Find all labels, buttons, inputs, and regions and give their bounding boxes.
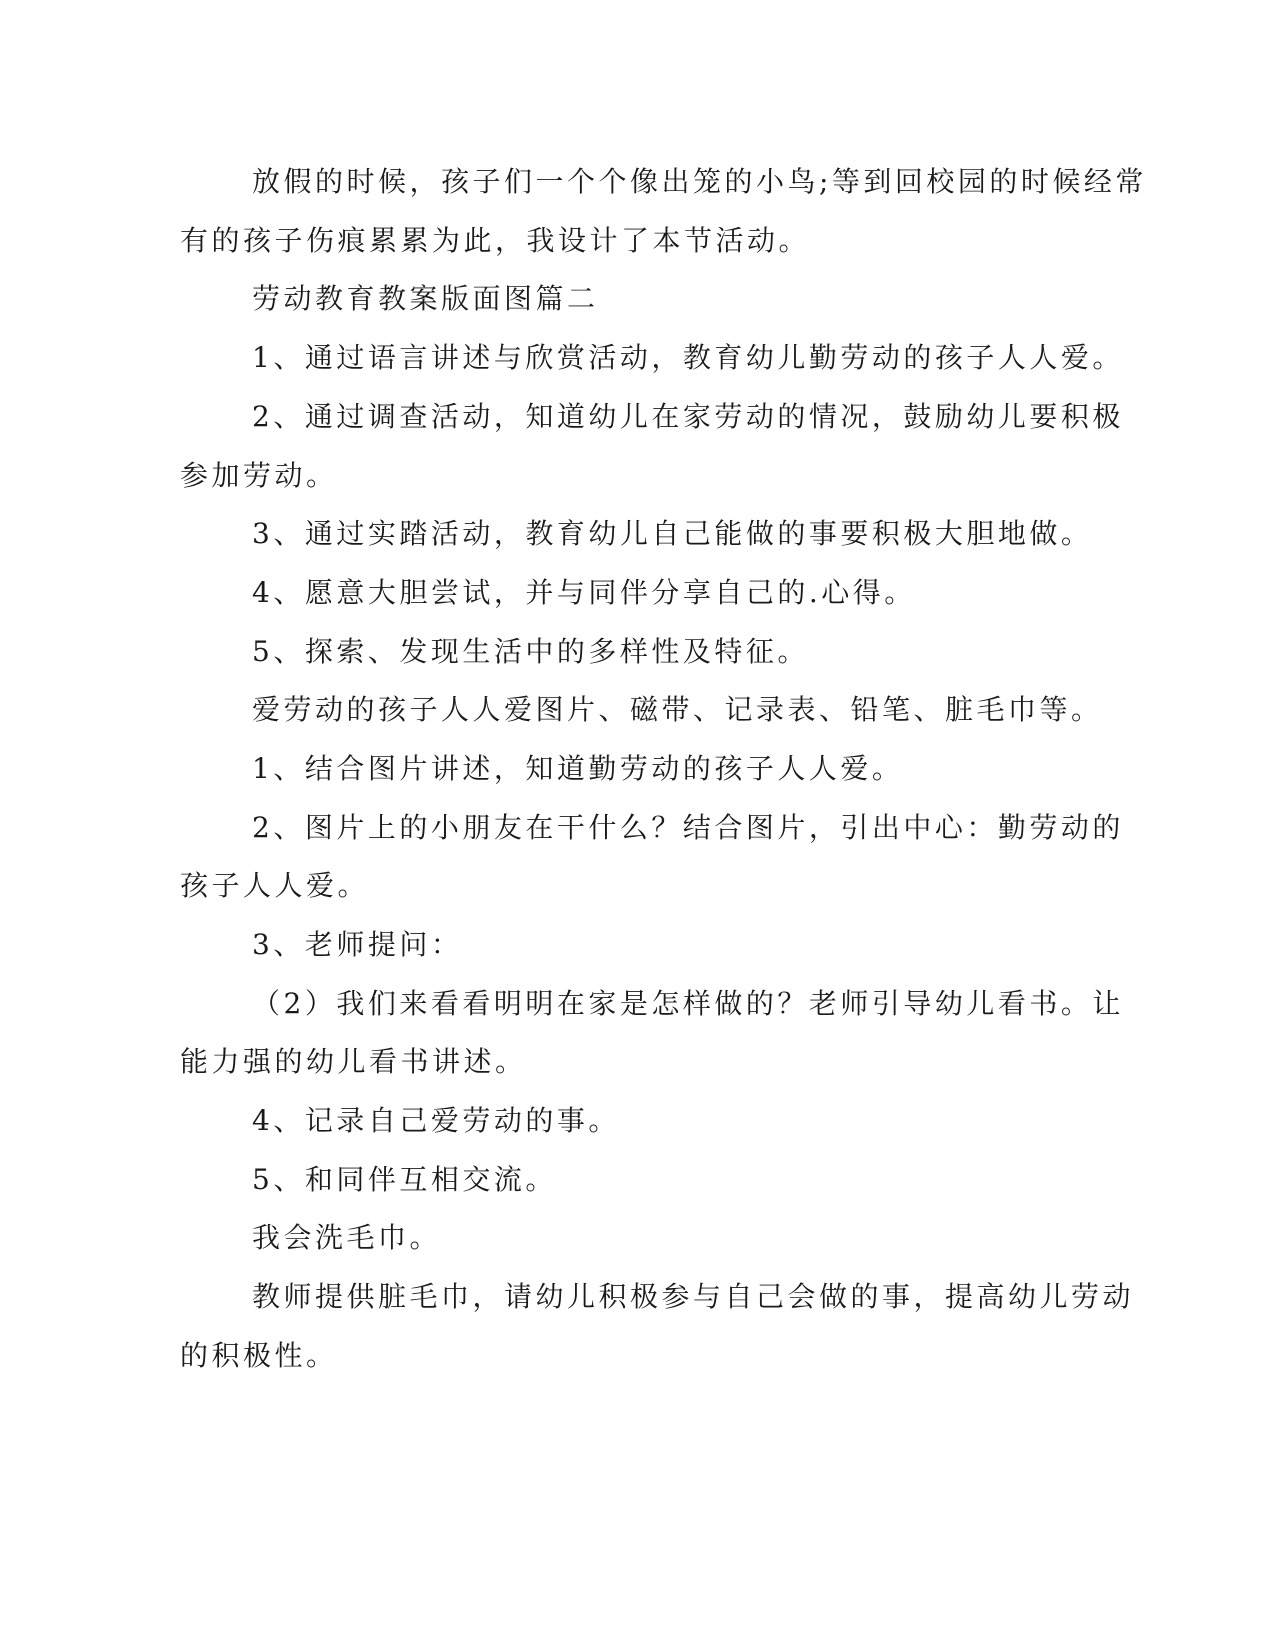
text-line: 能力强的幼儿看书讲述。	[180, 1045, 527, 1078]
text-line: 孩子人人爱。	[180, 869, 370, 902]
text-line: 5、和同伴互相交流。	[252, 1163, 557, 1196]
text-line: 劳动教育教案版面图篇二	[252, 282, 599, 315]
text-line: 的积极性。	[180, 1339, 338, 1372]
text-line: 5、探索、发现生活中的多样性及特征。	[252, 635, 809, 668]
text-line: （2）我们来看看明明在家是怎样做的？老师引导幼儿看书。让	[252, 987, 1124, 1020]
text-line: 教师提供脏毛巾，请幼儿积极参与自己会做的事，提高幼儿劳动	[252, 1280, 1135, 1313]
text-line: 参加劳动。	[180, 459, 338, 492]
text-line: 有的孩子伤痕累累为此，我设计了本节活动。	[180, 224, 811, 257]
text-line: 爱劳动的孩子人人爱图片、磁带、记录表、铅笔、脏毛巾等。	[252, 693, 1103, 726]
text-line: 1、结合图片讲述，知道勤劳动的孩子人人爱。	[252, 752, 904, 785]
text-line: 3、通过实踏活动，教育幼儿自己能做的事要积极大胆地做。	[252, 517, 1093, 550]
text-line: 3、老师提问：	[252, 928, 463, 961]
text-line: 4、愿意大胆尝试，并与同伴分享自己的.心得。	[252, 576, 916, 609]
text-line: 4、记录自己爱劳动的事。	[252, 1104, 620, 1137]
text-line: 2、图片上的小朋友在干什么？结合图片，引出中心：勤劳动的	[252, 811, 1124, 844]
text-line: 1、通过语言讲述与欣赏活动，教育幼儿勤劳动的孩子人人爱。	[252, 341, 1124, 374]
text-line: 2、通过调查活动，知道幼儿在家劳动的情况，鼓励幼儿要积极	[252, 400, 1124, 433]
text-line: 我会洗毛巾。	[252, 1221, 442, 1254]
text-line: 放假的时候，孩子们一个个像出笼的小鸟;等到回校园的时候经常	[252, 165, 1147, 198]
